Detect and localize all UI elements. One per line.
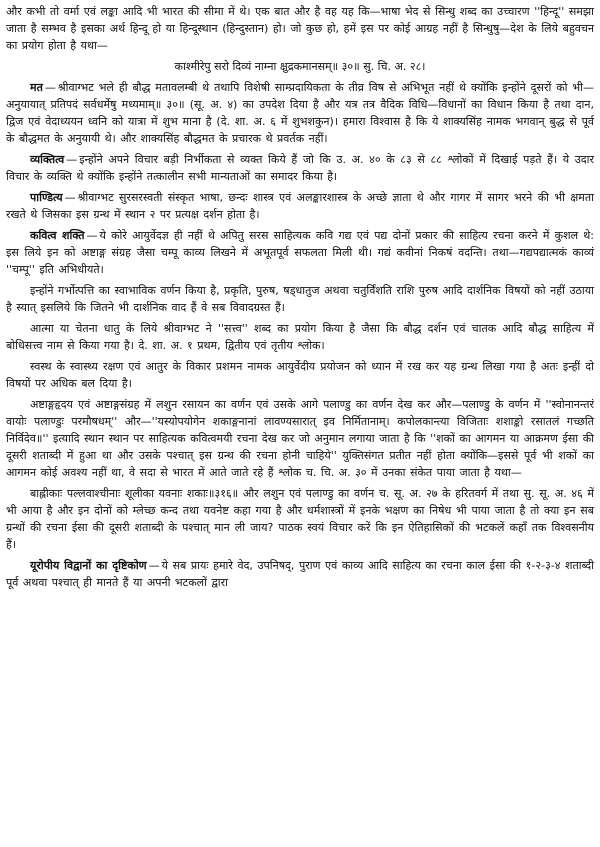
paragraph-atma-text: आत्मा या चेतना धातु के लिये श्रीवाग्भट ने ''सत्त्व'' शब्द का प्रयोग किया है जैसा कि बौद्ध दर्शन एवं चातक आदि बौद्ध साहित्य में बोधिसत्त्व नाम से किया गया है। दे. शा. अ. १ प्रथम, द्वितीय एवं तृतीय श्लोक। bbox=[6, 322, 594, 352]
paragraph-ashtanga-text: अष्टाङ्गहृदय एवं अष्टाङ्गसंग्रह में लशुन रसायन का वर्णन एवं उसके आगे पलाण्डु का वर्णन देख कर और—पलाण्डु के वर्णन में ''स्वोनानन्तरं वायोः पलाण्डुः परमौषधम्'' और—''यस्योपयोगेन शकाङ्गनानां लावण्यसारात् इव निर्मितानाम्। कपोलकान्त्या विजिताः शशाङ्को रसातलं गच्छति निर्विदेव॥'' इत्यादि स्थान स्थान पर साहित्यक कवित्वमयी रचना देख कर जो अनुमान लगाया जाता है कि ''शकों का आगमन या आक्रमण ईसा की दूसरी शताब्दी में हुआ था और उसके पश्चात् इस ग्रन्थ की रचना होनी चाहिये'' युक्तिसंगत प्रतीत नहीं होता क्योंकि—इससे पूर्व भी शकों का आगमन कोई अवश्य नहीं था, वे सदा से भारत में आते जाते रहे हैं श्लोक च. चि. अ. ३० में उनका संकेत पाया जाता है यथा— bbox=[6, 398, 594, 479]
verse-quote bbox=[6, 58, 594, 75]
paragraph-atma bbox=[6, 320, 594, 354]
paragraph-1-text: और कभी तो वर्मा एवं लङ्का आदि भी भारत की सीमा में थे। एक बात और है वह यह कि—भाषा भेद से सिन्धु शब्द का उच्चारण ''हिन्दू'' समझा जाता है सम्भव है इसका अर्थ हिन्दू हो या हिन्दूस्थान (हिन्दुस्तान) हो। जो कुछ हो, हमें इस पर कोई आग्रह नहीं है सिन्धुषु—देश के लिये बहुवचन का प्रयोग होता है यथा— bbox=[6, 5, 594, 52]
verse-quote-text: काश्मीरेपु सरो दिव्यं नाम्ना क्षुद्रकमानसम्॥ ३०॥ सु. चि. अ. २८। bbox=[174, 60, 426, 73]
paragraph-mat: मत — श्रीवाग्भट भले ही बौद्ध मतावलम्बी थे तथापि विशेषी साम्प्रदायिकता के तीव्र विष से अभिभूत नहीं थे क्योंकि इन्होंने दूसरों को भी—अनुयायात् प्रतिपदं सर्वधर्मेषु मध्यमाम्॥ ३०॥ (सू. अ. ४) का उपदेश दिया है और यत्र तत्र वैदिक विधि—विधानों का विधान किया है तथा दान, द्विज एवं वेदाध्ययन ध्वनि को यात्रा में शुभ माना है (दे. शा. अ. ६ में शुभशकुन)। हमारा विश्वास है कि ये शाक्यसिंह नामक भगवान् बुद्ध से पूर्व के बौद्धमत के अनुयायी थे। और शाक्यसिंह बौद्धमत के प्रचारक थे प्रवर्तक नहीं। bbox=[6, 81, 594, 145]
paragraph-panditya-text: श्रीवाग्भट सुरसरस्वती संस्कृत भाषा, छन्दः शास्त्र एवं अलङ्कारशास्त्र के अच्छे ज्ञाता थे और गागर में सागर भरने की भी क्षमता रखते थे जिसका इस ग्रन्थ में स्थान २ पर प्रत्यक्ष दर्शन होता है। bbox=[6, 191, 594, 221]
paragraph-bahlika-text: बाह्लीकाः पल्लवाश्चीनाः शूलीका यवनाः शकाः॥३१६॥ और लशुन एवं पलाण्डु का वर्णन च. सू. अ. २७ के हरितवर्ग में तथा सु. सू. अ. ४६ में भी आया है और इन दोनों को म्लेच्छ कन्द तथा यवनेष्ट कहा गया है और धर्मशास्त्रों में इनके भक्षण का निषेध भी पाया जाता है तो क्या इन सब ग्रन्थों की रचना ईसा की दूसरी शताब्दी के पश्चात् मान ली जाय? पाठक स्वयं विचार करें कि इन ऐतिहासिकों की भटकलें कहाँ तक विश्वसनीय हैं। bbox=[6, 487, 594, 551]
paragraph-swastha-text: स्वस्थ के स्वास्थ्य रक्षण एवं आतुर के विकार प्रशमन नामक आयुर्वेदीय प्रयोजन को ध्यान में रख कर यह ग्रन्थ लिखा गया है अतः इन्हीं दो विषयों पर अधिक बल दिया है। bbox=[6, 360, 594, 390]
paragraph-panditya-heading: पाण्डित्य bbox=[30, 191, 63, 204]
paragraph-mat-heading: मत bbox=[30, 81, 43, 94]
paragraph-1 bbox=[6, 3, 594, 54]
paragraph-european: यूरोपीय विद्वानों का दृष्टिकोण — ये सब प्रायः हमारे वेद, उपनिषद्, पुराण एवं काव्य आदि साहित्य का रचना काल ईसा की १-२-३-४ शताब्दी पूर्व अथवा पश्चात् ही मानते हैं या अपनी भटकलों द्वारा bbox=[6, 559, 594, 589]
paragraph-european-text: ये सब प्रायः हमारे वेद, उपनिषद्, पुराण एवं काव्य आदि साहित्य का रचना काल ईसा की १-२-३-४ शताब्दी पूर्व अथवा पश्चात् ही मानते हैं या अपनी भटकलों द्वारा bbox=[6, 559, 594, 589]
paragraph-european-heading: यूरोपीय विद्वानों का दृष्टिकोण bbox=[30, 559, 147, 572]
paragraph-kavitva: कवित्व शक्ति — ये कोरे आयुर्वेदज्ञ ही नहीं थे अपितु सरस साहित्यक कवि गद्य एवं पद्य दोनों प्रकार की साहित्य रचना करने में कुशल थे: इस लिये इन को अष्टाङ्ग संग्रह जैसा चम्पू काव्य लिखने में अभूतपूर्व सफलता मिली थी। गद्यं कवीनां निकषं वदन्ति। तथा—गद्यपद्यात्मकं काव्यं ''चम्पू'' इति अभिधीयते। bbox=[6, 229, 594, 276]
paragraph-vyaktitva-heading: व्यक्तित्व bbox=[30, 153, 65, 166]
paragraph-garbhotpatti-text: इन्होंने गर्भोत्पत्ति का स्वाभाविक वर्णन किया है, प्रकृति, पुरुष, षड्धातुज अथवा चतुर्विंशति राशि पुरुष आदि दार्शनिक विषयों को नहीं उठाया है स्यात् इसलिये कि जितने भी दार्शनिक वाद हैं वे सब विवादग्रस्त हैं। bbox=[6, 284, 594, 314]
paragraph-kavitva-text: ये कोरे आयुर्वेदज्ञ ही नहीं थे अपितु सरस साहित्यक कवि गद्य एवं पद्य दोनों प्रकार की साहित्य रचना करने में कुशल थे: इस लिये इन को अष्टाङ्ग संग्रह जैसा चम्पू काव्य लिखने में अभूतपूर्व सफलता मिली थी। गद्यं कवीनां निकषं वदन्ति। तथा—गद्यपद्यात्मकं काव्यं ''चम्पू'' इति अभिधीयते। bbox=[6, 229, 594, 276]
paragraph-panditya: पाण्डित्य — श्रीवाग्भट सुरसरस्वती संस्कृत भाषा, छन्दः शास्त्र एवं अलङ्कारशास्त्र के अच्छे ज्ञाता थे और गागर में सागर भरने की भी क्षमता रखते थे जिसका इस ग्रन्थ में स्थान २ पर प्रत्यक्ष दर्शन होता है। bbox=[6, 191, 594, 221]
paragraph-bahlika bbox=[6, 485, 594, 553]
paragraph-swastha bbox=[6, 358, 594, 392]
paragraph-vyaktitva: व्यक्तित्व — इन्होंने अपने विचार बड़ी निर्भीकता से व्यक्त किये हैं जो कि उ. अ. ४० के ८३ से ८८ श्लोकों में दिखाई पड़ते हैं। ये उदार विचार के व्यक्ति थे क्योंकि इन्होंने तत्कालीन सभी मान्यताओं का समादर किया है। bbox=[6, 153, 594, 183]
paragraph-kavitva-heading: कवित्व शक्ति bbox=[30, 229, 85, 242]
paragraph-mat-text: श्रीवाग्भट भले ही बौद्ध मतावलम्बी थे तथापि विशेषी साम्प्रदायिकता के तीव्र विष से अभिभूत नहीं थे क्योंकि इन्होंने दूसरों को भी—अनुयायात् प्रतिपदं सर्वधर्मेषु मध्यमाम्॥ ३०॥ (सू. अ. ४) का उपदेश दिया है और यत्र तत्र वैदिक विधि—विधानों का विधान किया है तथा दान, द्विज एवं वेदाध्ययन ध्वनि को यात्रा में शुभ माना है (दे. शा. अ. ६ में शुभशकुन)। हमारा विश्वास है कि ये शाक्यसिंह नामक भगवान् बुद्ध से पूर्व के बौद्धमत के अनुयायी थे। और शाक्यसिंह बौद्धमत के प्रचारक थे प्रवर्तक नहीं। bbox=[6, 81, 594, 145]
paragraph-vyaktitva-text: इन्होंने अपने विचार बड़ी निर्भीकता से व्यक्त किये हैं जो कि उ. अ. ४० के ८३ से ८८ श्लोकों में दिखाई पड़ते हैं। ये उदार विचार के व्यक्ति थे क्योंकि इन्होंने तत्कालीन सभी मान्यताओं का समादर किया है। bbox=[6, 153, 594, 183]
paragraph-ashtanga bbox=[6, 396, 594, 481]
paragraph-garbhotpatti bbox=[6, 282, 594, 316]
